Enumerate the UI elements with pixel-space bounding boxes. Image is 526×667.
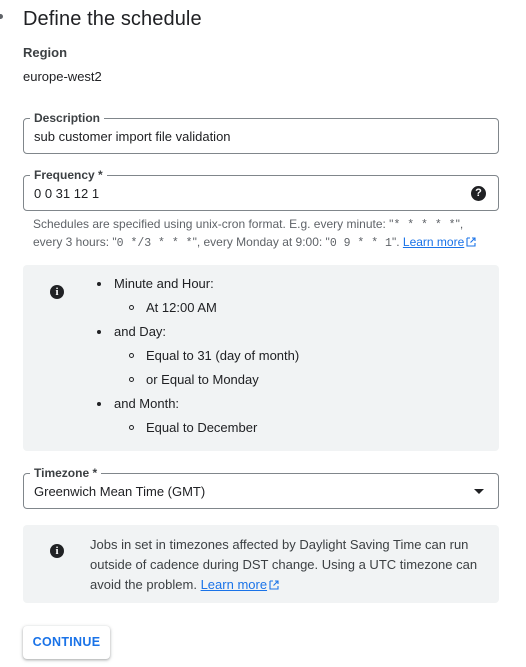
- learn-more-label: Learn more: [200, 577, 268, 592]
- question-circle-icon[interactable]: ?: [471, 186, 486, 201]
- frequency-hint: [33, 216, 493, 252]
- info-icon: i: [50, 544, 64, 558]
- list-item: and Day:: [114, 324, 167, 339]
- list-item: At 12:00 AM: [146, 300, 217, 315]
- list-item: Equal to December: [146, 420, 258, 435]
- step-indicator: [0, 14, 3, 19]
- frequency-learn-more-link[interactable]: [403, 235, 476, 249]
- hint-example-monday: 0 9 * * 1: [329, 237, 392, 250]
- dst-notice-text: [90, 535, 485, 595]
- region-label: Region: [23, 45, 68, 60]
- info-icon: i: [50, 285, 64, 299]
- dst-notice-message: Jobs in set in timezones affected by Daylight Saving Time can run outside of cadence during DST change. Using a UTC timezone can avoid the problem.: [90, 537, 478, 592]
- list-item: Equal to 31 (day of month): [146, 348, 300, 363]
- page-title: Define the schedule: [23, 8, 202, 30]
- list-bullet: [129, 425, 134, 430]
- description-field[interactable]: [23, 111, 499, 154]
- hint-text: every 3 hours: ": [33, 235, 117, 249]
- frequency-label: Frequency *: [30, 168, 107, 182]
- continue-button[interactable]: CONTINUE: [23, 626, 110, 659]
- list-item: and Month:: [114, 396, 180, 411]
- hint-example-every-minute: * * * * *: [393, 219, 456, 232]
- list-item: Minute and Hour:: [114, 276, 214, 291]
- dst-learn-more-link[interactable]: [201, 577, 279, 592]
- description-input[interactable]: sub customer import file validation: [34, 129, 231, 144]
- hint-text: ",: [455, 217, 464, 231]
- dst-notice-box: [23, 525, 499, 603]
- hint-example-every-3-hours: 0 */3 * * *: [116, 237, 193, 250]
- list-bullet: [97, 330, 101, 334]
- list-bullet: [97, 282, 101, 286]
- region-value: europe-west2: [23, 69, 102, 84]
- hint-text: ".: [391, 235, 400, 249]
- timezone-label: Timezone *: [30, 466, 101, 480]
- list-bullet: [97, 402, 101, 406]
- list-bullet: [129, 305, 134, 310]
- description-label: Description: [30, 111, 104, 125]
- list-bullet: [129, 377, 134, 382]
- hint-text: ", every Monday at 9:00: ": [192, 235, 330, 249]
- frequency-field[interactable]: [23, 168, 499, 211]
- cron-explanation-box: [23, 265, 499, 451]
- timezone-value[interactable]: Greenwich Mean Time (GMT): [34, 484, 206, 499]
- arrow-drop-down-icon[interactable]: [474, 489, 484, 494]
- learn-more-label: Learn more: [402, 235, 465, 249]
- list-bullet: [129, 353, 134, 358]
- hint-text: Schedules are specified using unix-cron format. E.g. every minute: ": [33, 217, 394, 231]
- frequency-input[interactable]: 0 0 31 12 1: [34, 186, 100, 201]
- timezone-select[interactable]: [23, 466, 499, 509]
- open-in-new-icon: [269, 580, 279, 590]
- open-in-new-icon: [466, 237, 476, 247]
- list-item: or Equal to Monday: [146, 372, 259, 387]
